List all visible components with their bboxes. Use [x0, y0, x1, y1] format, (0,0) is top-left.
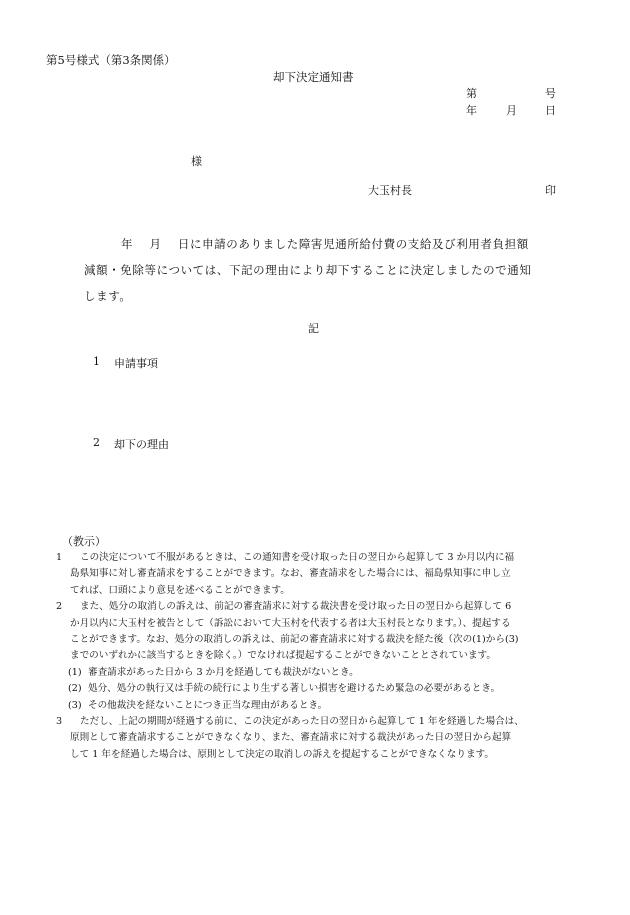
body-line-3: します。: [84, 289, 132, 303]
subitem-text: その他裁決を経ないことにつき正当な理由があるとき。: [88, 699, 328, 711]
subitem-text: 審査請求があった日から 3 か月を経過しても裁決がないとき。: [88, 666, 359, 678]
instruction-note: [56, 599, 596, 665]
note-line: ことができます。なお、処分の取消しの訴えは、前記の審査請求に対する裁決を経た後（次の(1)から(3): [70, 634, 519, 646]
subitem-number: (3): [68, 699, 82, 711]
note-line: この決定について不服があるときは、この通知書を受け取った日の翌日から起算して 3 か月以内に福: [80, 552, 515, 563]
document-title: 却下決定通知書: [273, 70, 354, 84]
subitem-number: (2): [68, 683, 82, 695]
note-line: また、処分の取消しの訴えは、前記の審査請求に対する裁決書を受け取った日の翌日から起算して 6: [80, 601, 512, 613]
record-item-application-matter: 申請事項: [114, 357, 158, 370]
note-number: 3: [56, 716, 63, 728]
issuer-seal: 印: [545, 184, 556, 197]
doc-number-prefix: 第: [466, 87, 477, 100]
instruction-subitem: [56, 681, 596, 697]
subitem-text: 処分、処分の執行又は手続の続行により生ずる著しい損害を避けるため緊急の必要があるとき。: [88, 683, 501, 695]
subitem-number: (1): [68, 666, 82, 678]
note-line: か月以内に大玉村を被告として（訴訟において大玉村を代表する者は大玉村長となります。）、提起する: [70, 617, 511, 629]
record-heading: 記: [308, 322, 319, 335]
note-number: 1: [56, 552, 63, 563]
note-line: までのいずれかに該当するときを除く。）でなければ提起することができないこととされています。: [70, 650, 496, 662]
doc-number-suffix: 号: [545, 87, 556, 100]
issuer-name: 大玉村長: [368, 184, 412, 197]
note-line: てれば、口頭により意見を述べることができます。: [70, 584, 290, 596]
record-item-rejection-reason: 却下の理由: [114, 438, 169, 451]
note-line: ただし、上記の期間が経過する前に、この決定があった日の翌日から起算して 1 年を経過した場合は、: [80, 716, 524, 728]
note-line: 島県知事に対し審査請求をすることができます。なお、審査請求をした場合には、福島県知事に申し立: [70, 568, 511, 580]
date-year-label: 年: [466, 104, 477, 117]
instruction-note: [56, 550, 596, 599]
instruction-subitem: [56, 698, 596, 714]
date-day-label: 日: [545, 104, 556, 117]
form-number: 第5号様式（第3条関係）: [46, 53, 176, 67]
instruction-subitem: [56, 665, 596, 681]
body-line-1: 年 月 日に申請のありました障害児通所給付費の支給及び利用者負担額: [121, 237, 529, 251]
note-line: して 1 年を経過した場合は、原則として決定の取消しの訴えを提起することができなくなります。: [70, 748, 494, 760]
instruction-heading: （教示）: [62, 535, 106, 548]
record-item-number: 2: [93, 436, 100, 449]
instruction-note: [56, 714, 596, 763]
instruction-notes: [56, 550, 596, 763]
record-item-number: 1: [93, 355, 100, 368]
note-line: 原則として審査請求することができなくなり、また、審査請求に対する裁決があった日の翌日から起算: [70, 732, 512, 744]
date-month-label: 月: [506, 104, 517, 117]
addressee-honorific: 様: [191, 155, 202, 168]
body-line-2: 減額・免除等については、下記の理由により却下することに決定しましたので通知: [84, 263, 532, 277]
note-number: 2: [56, 601, 63, 613]
